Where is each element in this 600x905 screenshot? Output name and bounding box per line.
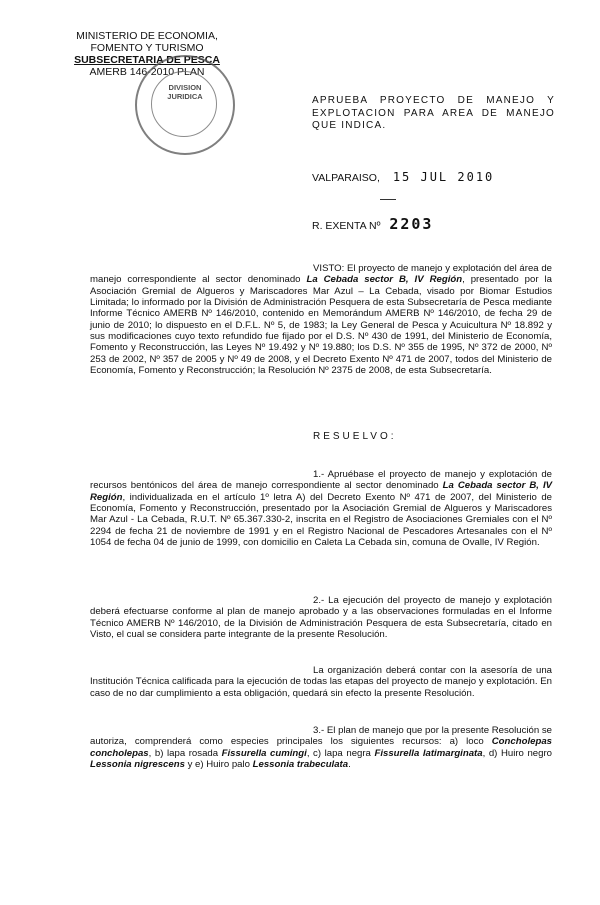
visto-sector-name: La Cebada sector B, IV Región [306, 274, 463, 286]
article-1 [90, 469, 552, 548]
article-3-text-1: 3.- El plan de manejo que por la presente Resolución se autoriza, comprenderá como especies principales los siguientes recursos: a) loco [90, 725, 552, 748]
exenta-number: 2203 [389, 215, 434, 233]
stamp-text [137, 83, 233, 101]
visto-text-2: , presentado por la Asociación Gremial de Algueros y Mariscadores Mar Azul – La Cebada, visado por Biomar Estudios Limitada; lo informado por la División de Administración Pesquera de esta Subsecretaría de Pesca mediante Informe Técnico AMERB Nº 146/2010, contenido en Memorándum AMERB Nº 146/2010, de fecha 29 de junio de 2010; lo dispuesto en el D.F.L. Nº 5, de 1983; la Ley General de Pesca y Acuicultura Nº 18.892 y sus modificaciones cuyo texto refundido fue fijado por el D.S. Nº 430 de 1991, del Ministerio de Economía, Fomento y Reconstrucción, las Leyes Nº 19.492 y Nº 19.880; los D.S. Nº 355 de 1995, Nº 372 de 2000, Nº 253 de 2002, Nº 357 de 2005 y Nº 49 de 2008, y el Decreto Exento Nº 471 de 2007, todos del Ministerio de Economía, Fomento y Reconstrucción; la Resolución Nº 2375 de 2008, de esta Subsecretaría. [90, 274, 552, 377]
species-loco: Concholepas concholepas [90, 736, 552, 759]
resolution-number [312, 215, 433, 233]
division-juridica-stamp [135, 55, 235, 155]
article-2: 2.- La ejecución del proyecto de manejo y explotación deberá efectuarse conforme al plan de manejo aprobado y a las observaciones formuladas en el Informe Técnico AMERB Nº 146/2010, de la División de Administración Pesquera de esta Subsecretaría, citado en Visto, el cual se considera parte integrante de la presente Resolución. [90, 595, 552, 641]
mark-dashes [380, 199, 396, 200]
species-lapa-rosada: Fissurella cumingi [221, 747, 307, 759]
stamp-inner-ring [151, 71, 217, 137]
article-1-text-2: , individualizada en el artículo 1º letra A) del Decreto Exento Nº 471 de 2007, del Ministerio de Economía, Fomento y Reconstrucción, presentado por la Asociación Gremial de Algueros y Mariscadores Mar Azul - La Cebada, R.U.T. Nº 65.367.330-2, inscrita en el Registro de Asociaciones Gremiales con el Nº 2294 de fecha 21 de noviembre de 1991 y en el Registro Nacional de Pescadores Artesanales con el Nº 1054 de fecha 04 de junio de 1999, con domicilio en Caleta La Cebada sin, comuna de Ovalle, IV Región. [90, 491, 552, 549]
article-3-text-3: , c) lapa negra [306, 747, 375, 759]
place: VALPARAISO, [312, 172, 380, 184]
article-2-advisory: La organización deberá contar con la asesoría de una Institución Técnica calificada para la ejecución de todas las etapas del proyecto de manejo y explotación. En caso de no dar cumplimiento a esta obligación, quedará sin efecto la presente Resolución. [90, 665, 552, 699]
stamped-date: 15 JUL 2010 [392, 170, 495, 184]
stamp-line-2: JURIDICA [167, 92, 203, 101]
ministry-name: MINISTERIO DE ECONOMIA, [76, 30, 218, 42]
subsecretaria-name: SUBSECRETARIA DE PESCA [74, 54, 220, 66]
article-3-text-4: , d) Huiro negro [482, 747, 552, 759]
exenta-label: R. EXENTA Nº [312, 220, 381, 232]
visto-paragraph [90, 263, 552, 376]
species-lapa-negra: Fissurella latimarginata [374, 747, 483, 759]
article-3-text-6: . [348, 759, 351, 771]
article-3-text-5: y e) Huiro palo [184, 759, 253, 771]
article-3 [90, 725, 552, 770]
article-1-text-1: 1.- Apruébase el proyecto de manejo y explotación de recursos bentónicos del área de manejo correspondiente al sector denominado [90, 469, 552, 492]
visto-text-1: El proyecto de manejo y explotación del área de manejo correspondiente al sector denominado [90, 263, 552, 286]
article-3-text-2: , b) lapa rosada [148, 747, 222, 759]
article-1-sector-name: La Cebada sector B, IV Región [90, 480, 553, 503]
visto-label: VISTO: [313, 263, 345, 274]
species-huiro-palo: Lessonia trabeculata [252, 759, 349, 771]
resuelvo-heading: RESUELVO: [313, 431, 397, 442]
resolution-title: APRUEBA PROYECTO DE MANEJO Y EXPLOTACION PARA AREA DE MANEJO QUE INDICA. [312, 95, 555, 131]
place-date [312, 170, 494, 184]
stamp-line-1: DIVISION [168, 83, 202, 92]
species-huiro-negro: Lessonia nigrescens [90, 759, 185, 771]
file-reference: AMERB 146-2010 PLAN [89, 66, 205, 78]
ministry-subtitle: FOMENTO Y TURISMO [90, 42, 204, 54]
